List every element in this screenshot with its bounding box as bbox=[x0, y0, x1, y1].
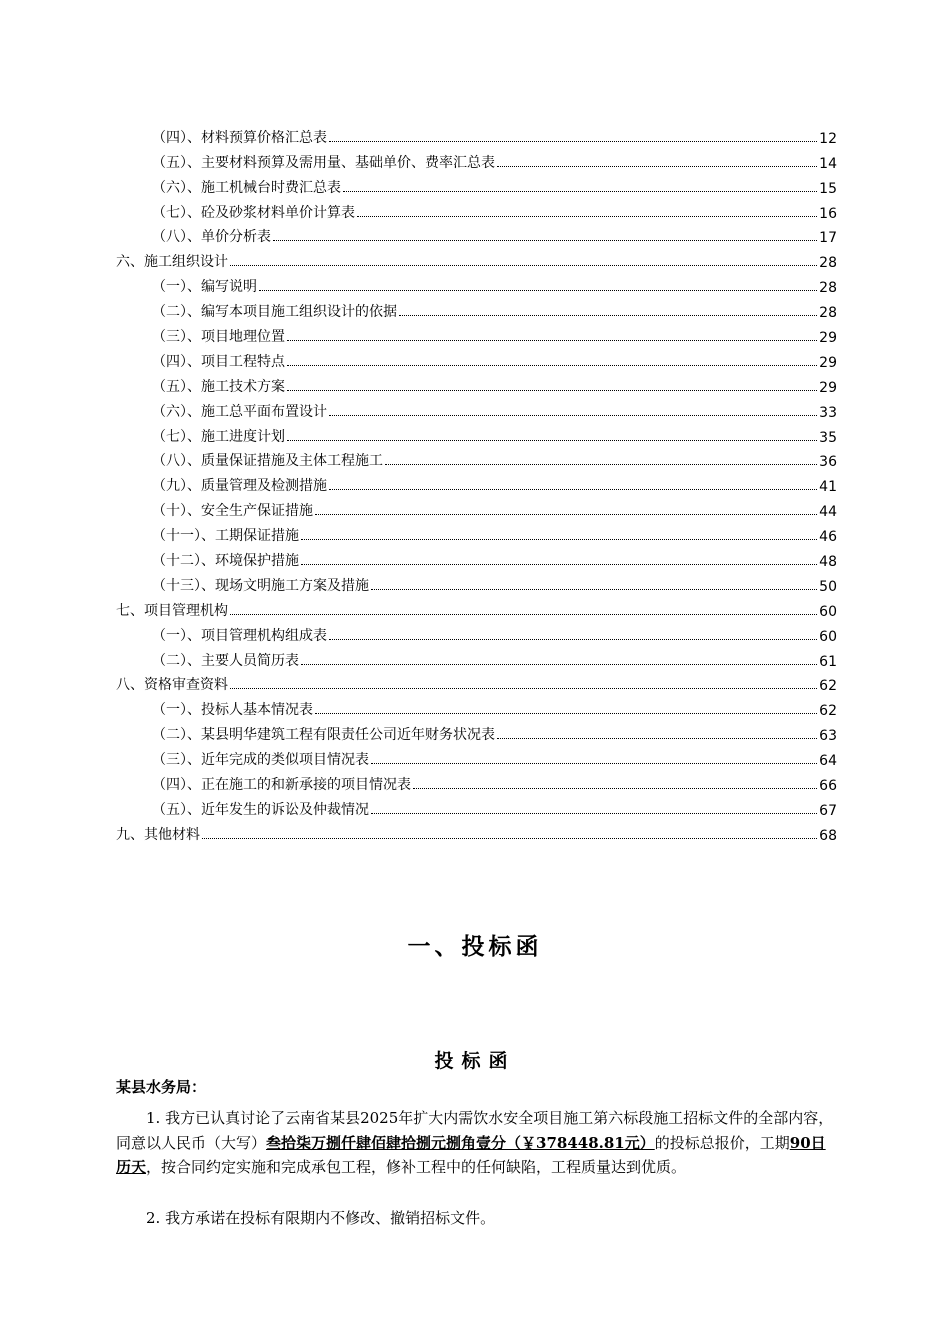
toc-entry-page: 29 bbox=[819, 379, 837, 396]
toc-entry[interactable] bbox=[116, 396, 837, 421]
toc-entry[interactable] bbox=[116, 222, 837, 247]
toc-leader-dots bbox=[385, 464, 817, 465]
toc-leader-dots bbox=[329, 489, 817, 490]
toc-leader-dots bbox=[301, 664, 817, 665]
toc-entry-title: （六）、施工总平面布置设计 bbox=[152, 403, 327, 420]
toc-leader-dots bbox=[497, 166, 817, 167]
toc-entry[interactable] bbox=[116, 595, 837, 620]
toc-entry-title: （二）、某县明华建筑工程有限责任公司近年财务状况表 bbox=[152, 727, 495, 744]
toc-leader-dots bbox=[301, 539, 817, 540]
toc-entry[interactable] bbox=[116, 744, 837, 769]
toc-leader-dots bbox=[497, 738, 817, 739]
letter-paragraph-1 bbox=[116, 1106, 837, 1180]
toc-entry[interactable] bbox=[116, 172, 837, 197]
toc-entry[interactable] bbox=[116, 694, 837, 719]
toc-entry-title: （一）、项目管理机构组成表 bbox=[152, 627, 327, 644]
toc-leader-dots bbox=[287, 365, 817, 366]
section-title: 一、投标函 bbox=[407, 934, 543, 960]
toc-leader-dots bbox=[329, 141, 817, 142]
toc-entry-title: （十二）、环境保护措施 bbox=[152, 553, 299, 570]
toc-entry-page: 60 bbox=[819, 628, 837, 645]
toc-entry-page: 35 bbox=[819, 429, 837, 446]
toc-entry-title: 七、项目管理机构 bbox=[116, 602, 228, 619]
toc-entry-page: 60 bbox=[819, 603, 837, 620]
bid-amount: 叁拾柒万捌仟肆佰肆拾捌元捌角壹分（￥378448.81元） bbox=[266, 1133, 655, 1152]
toc-entry[interactable] bbox=[116, 769, 837, 794]
toc-leader-dots bbox=[287, 340, 817, 341]
toc-leader-dots bbox=[301, 564, 817, 565]
toc-entry-title: （五）、主要材料预算及需用量、基础单价、费率汇总表 bbox=[152, 154, 495, 171]
toc-entry-page: 36 bbox=[819, 454, 837, 471]
toc-leader-dots bbox=[329, 639, 817, 640]
toc-leader-dots bbox=[371, 589, 817, 590]
toc-entry[interactable] bbox=[116, 446, 837, 471]
toc-entry[interactable] bbox=[116, 719, 837, 744]
toc-entry-page: 33 bbox=[819, 404, 837, 421]
letter-title: 投标函 bbox=[434, 1050, 516, 1072]
toc-entry[interactable] bbox=[116, 246, 837, 271]
construction-period: 90日历天 bbox=[116, 1133, 826, 1176]
toc-entry-title: （五）、近年发生的诉讼及仲裁情况 bbox=[152, 801, 369, 818]
toc-entry-title: （四）、材料预算价格汇总表 bbox=[152, 129, 327, 146]
toc-entry-page: 66 bbox=[819, 778, 837, 795]
toc-entry-title: （八）、质量保证措施及主体工程施工 bbox=[152, 453, 383, 470]
toc-leader-dots bbox=[273, 240, 817, 241]
toc-leader-dots bbox=[315, 713, 817, 714]
toc-entry-title: （三）、近年完成的类似项目情况表 bbox=[152, 752, 369, 769]
toc-entry[interactable] bbox=[116, 296, 837, 321]
toc-entry-page: 62 bbox=[819, 703, 837, 720]
table-of-contents bbox=[116, 122, 837, 844]
toc-leader-dots bbox=[230, 688, 817, 689]
toc-entry-title: （六）、施工机械台时费汇总表 bbox=[152, 179, 341, 196]
toc-leader-dots bbox=[230, 614, 817, 615]
toc-entry-page: 15 bbox=[819, 180, 837, 197]
toc-entry-title: （十）、安全生产保证措施 bbox=[152, 503, 313, 520]
paragraph-1-text-a: 1. 我方已认真讨论了云南省某县2025年扩大内需饮水安全项目施工第六标段施工招标文件的全部内容，同意以人民币（大写） bbox=[116, 1109, 834, 1152]
toc-entry-title: （三）、项目地理位置 bbox=[152, 329, 285, 346]
toc-entry-title: （十三）、现场文明施工方案及措施 bbox=[152, 577, 369, 594]
toc-entry-title: （十一）、工期保证措施 bbox=[152, 528, 299, 545]
toc-entry[interactable] bbox=[116, 670, 837, 695]
toc-entry-page: 29 bbox=[819, 354, 837, 371]
toc-entry-page: 28 bbox=[819, 280, 837, 297]
toc-entry-title: 六、施工组织设计 bbox=[116, 254, 228, 271]
toc-leader-dots bbox=[357, 216, 817, 217]
toc-entry[interactable] bbox=[116, 620, 837, 645]
toc-entry[interactable] bbox=[116, 645, 837, 670]
toc-entry-title: （八）、单价分析表 bbox=[152, 229, 271, 246]
toc-entry[interactable] bbox=[116, 570, 837, 595]
toc-entry-title: （七）、砼及砂浆材料单价计算表 bbox=[152, 204, 355, 221]
toc-entry-title: 九、其他材料 bbox=[116, 826, 200, 843]
toc-entry-title: （四）、正在施工的和新承接的项目情况表 bbox=[152, 777, 411, 794]
toc-entry-page: 63 bbox=[819, 728, 837, 745]
toc-leader-dots bbox=[343, 191, 817, 192]
toc-entry[interactable] bbox=[116, 495, 837, 520]
toc-leader-dots bbox=[315, 514, 817, 515]
toc-entry[interactable] bbox=[116, 122, 837, 147]
toc-entry-page: 62 bbox=[819, 678, 837, 695]
letter-paragraph-2: 2. 我方承诺在投标有限期内不修改、撤销招标文件。 bbox=[146, 1209, 496, 1227]
toc-entry[interactable] bbox=[116, 346, 837, 371]
toc-entry[interactable] bbox=[116, 271, 837, 296]
toc-entry[interactable] bbox=[116, 794, 837, 819]
toc-entry-page: 68 bbox=[819, 827, 837, 844]
toc-entry-page: 50 bbox=[819, 578, 837, 595]
toc-entry-page: 48 bbox=[819, 554, 837, 571]
toc-entry-page: 64 bbox=[819, 753, 837, 770]
toc-entry-title: （一）、投标人基本情况表 bbox=[152, 702, 313, 719]
toc-entry[interactable] bbox=[116, 421, 837, 446]
toc-entry[interactable] bbox=[116, 520, 837, 545]
toc-leader-dots bbox=[329, 415, 817, 416]
toc-leader-dots bbox=[230, 265, 817, 266]
toc-leader-dots bbox=[259, 290, 817, 291]
toc-entry-page: 61 bbox=[819, 653, 837, 670]
toc-entry-title: （五）、施工技术方案 bbox=[152, 378, 285, 395]
toc-entry-page: 28 bbox=[819, 305, 837, 322]
toc-entry-title: （四）、项目工程特点 bbox=[152, 353, 285, 370]
toc-entry-page: 17 bbox=[819, 230, 837, 247]
toc-entry-page: 41 bbox=[819, 479, 837, 496]
toc-leader-dots bbox=[202, 838, 817, 839]
toc-entry-page: 29 bbox=[819, 330, 837, 347]
toc-entry[interactable] bbox=[116, 197, 837, 222]
toc-entry[interactable] bbox=[116, 321, 837, 346]
toc-entry-title: 八、资格审查资料 bbox=[116, 677, 228, 694]
toc-entry[interactable] bbox=[116, 470, 837, 495]
toc-entry-title: （七）、施工进度计划 bbox=[152, 428, 285, 445]
toc-leader-dots bbox=[287, 390, 817, 391]
toc-entry-page: 67 bbox=[819, 802, 837, 819]
toc-leader-dots bbox=[371, 763, 817, 764]
paragraph-1-text-c: ，按合同约定实施和完成承包工程，修补工程中的任何缺陷，工程质量达到优质。 bbox=[146, 1158, 687, 1176]
toc-leader-dots bbox=[399, 315, 817, 316]
toc-entry[interactable] bbox=[116, 819, 837, 844]
toc-entry-page: 14 bbox=[819, 155, 837, 172]
toc-entry-page: 46 bbox=[819, 529, 837, 546]
toc-leader-dots bbox=[413, 788, 817, 789]
toc-entry[interactable] bbox=[116, 147, 837, 172]
toc-entry-title: （二）、编写本项目施工组织设计的依据 bbox=[152, 304, 397, 321]
letter-addressee: 某县水务局： bbox=[116, 1078, 207, 1096]
toc-entry-title: （九）、质量管理及检测措施 bbox=[152, 478, 327, 495]
toc-entry-page: 28 bbox=[819, 255, 837, 272]
toc-entry[interactable] bbox=[116, 545, 837, 570]
toc-leader-dots bbox=[287, 440, 817, 441]
toc-entry-page: 16 bbox=[819, 205, 837, 222]
toc-entry-title: （一）、编写说明 bbox=[152, 279, 257, 296]
toc-entry-page: 44 bbox=[819, 504, 837, 521]
toc-entry-title: （二）、主要人员简历表 bbox=[152, 652, 299, 669]
toc-entry[interactable] bbox=[116, 371, 837, 396]
paragraph-1-text-b: 的投标总报价，工期 bbox=[654, 1133, 790, 1152]
toc-entry-page: 12 bbox=[819, 130, 837, 147]
toc-leader-dots bbox=[371, 813, 817, 814]
